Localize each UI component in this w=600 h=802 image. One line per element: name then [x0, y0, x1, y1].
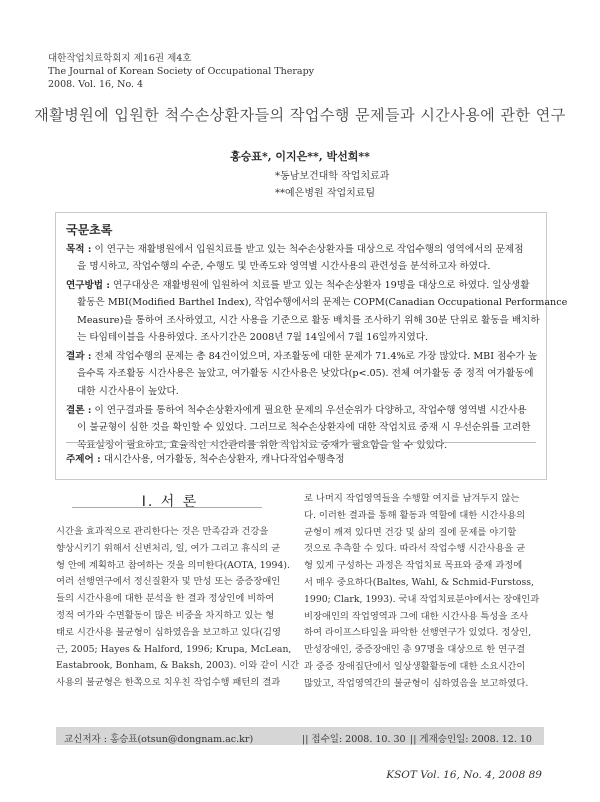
page-footer: KSOT Vol. 16, No. 4, 2008 89	[386, 769, 542, 781]
method-label: 연구방법 :	[66, 280, 110, 291]
accepted-date: || 게재승인일: 2008. 12. 10	[410, 734, 532, 745]
conclusion-text-3: 목표설정이 필요하고, 효율적인 시간관리를 위한 작업치료 중재가 필요함을 알 수 있었다.	[77, 439, 448, 451]
abstract-result	[66, 348, 538, 400]
intro-left-line: 근, 2005; Hayes & Halford, 1996; Krupa, McLean,	[56, 643, 292, 655]
intro-right-line: 많았고, 작업영역간의 불균형이 심하였음을 보고하였다.	[304, 677, 529, 689]
intro-left-line: 태로 시간사용 불균형이 심하였음을 보고하고 있다(김영	[56, 626, 281, 638]
intro-right-line: 만성장애인, 중증장애인 총 97명을 대상으로 한 연구결	[304, 644, 526, 656]
intro-right-line: 로 나머지 작업영역들을 수행할 여지를 남겨두지 않는	[304, 493, 520, 504]
intro-right-line: 다. 이러한 결과를 통해 활동과 역할에 대한 시간사용의	[304, 509, 526, 521]
section-heading-introduction: Ⅰ. 서 론	[141, 494, 199, 510]
author-list: 홍승표*, 이지은**, 박선희**	[230, 150, 370, 163]
intro-left-line: Eastabrook, Bonham, & Baksh, 2003). 이와 같이 시간	[56, 660, 300, 672]
result-text-3: 대한 시간사용이 높았다.	[77, 385, 179, 397]
intro-right-line: 비장애인의 작업영역과 그에 대한 시간사용 특성을 조사	[304, 610, 529, 622]
abstract-method	[66, 277, 568, 346]
intro-right-line: 과 중증 장애집단에서 일상생활활동에 대한 소요시간이	[304, 660, 526, 672]
intro-right-line: 하여 라이프스타일을 파악한 선행연구가 있었다. 정상인,	[304, 627, 532, 639]
purpose-label: 목적 :	[66, 244, 92, 255]
intro-left-line: 여러 선행연구에서 정신질환자 및 만성 또는 중증장애인	[56, 576, 281, 588]
result-text-2: 을수록 자조활동 시간사용은 높았고, 여가활동 시간사용은 낮았다(p<.05). 전체 여가활동 중 정적 여가활동에	[77, 368, 534, 380]
journal-volume: 2008. Vol. 16, No. 4	[48, 79, 144, 90]
abstract-conclusion	[66, 402, 538, 454]
journal-english-name: The Journal of Korean Society of Occupational Therapy	[48, 66, 315, 77]
intro-right-line: 형 있게 구성하는 과정은 작업치료 목표와 중재 과정에	[304, 560, 523, 572]
result-text-1: 전체 작업수행의 문제는 총 84건이었으며, 자조활동에 대한 문제가 71.4%로 가장 많았다. MBI 점수가 높	[91, 351, 538, 362]
keywords-text: 대시간사용, 여가활동, 척수손상환자, 캐나다작업수행측정	[100, 454, 345, 465]
abstract-box	[55, 212, 568, 480]
keywords-label: 주제어 :	[66, 454, 101, 465]
method-text-2: 활동은 MBI(Modified Barthel Index), 작업수행에서의 문제는 COPM(Canadian Occupational Performance	[77, 297, 568, 309]
intro-right-line: 것으로 추측할 수 있다. 따라서 작업수행 시간사용을 균	[304, 543, 526, 555]
intro-left-line: 향상시키기 위해서 신변처리, 일, 여가 그리고 휴식의 균	[56, 542, 281, 554]
section-heading-underline	[72, 507, 262, 508]
intro-left-line: 정적 여가와 수면활동이 많은 비중을 차지하고 있는 형	[56, 609, 275, 621]
abstract-divider	[66, 442, 536, 443]
purpose-text-2: 을 명시하고, 작업수행의 수준, 수행도 및 만족도와 영역별 시간사용의 관련성을 분석하고자 하였다.	[77, 261, 491, 273]
conclusion-text-2: 이 불균형이 심한 것을 확인할 수 있었다. 그러므로 척수손상환자에 대한 작업치료 중재 시 우선순위를 고려한	[77, 422, 531, 434]
corresponding-author: 교신저자 : 홍승표(otsun@dongnam.ac.kr)	[64, 734, 254, 745]
received-date: || 접수일: 2008. 10. 30	[302, 734, 406, 745]
method-text-3: Measure)을 통하여 조사하였고, 시간 사용을 기준으로 활동 배치를 조사하기 위해 30분 단위로 활동을 배치하	[77, 314, 540, 326]
affiliation-2: **예은병원 작업치료팀	[275, 188, 376, 199]
intro-right-line: 균형이 깨져 있다면 건강 및 삶의 질에 문제를 야기할	[304, 526, 517, 538]
intro-left-column	[56, 524, 300, 692]
paper-title: 재활병원에 입원한 척수손상환자들의 작업수행 문제들과 시간사용에 관한 연구	[34, 106, 566, 124]
journal-info	[48, 52, 314, 91]
conclusion-text-1: 이 연구결과를 통하여 척수손상환자에게 필요한 문제의 우선순위가 다양하고, 작업수행 영역별 시간사용	[91, 405, 527, 416]
abstract-heading: 국문초록	[66, 223, 113, 237]
journal-korean-name: 대한작업치료학회지 제16권 제4호	[48, 53, 192, 64]
intro-left-line: 형 안에 계획하고 참여하는 것을 의미한다(AOTA, 1994).	[56, 559, 290, 571]
purpose-text-1: 이 연구는 재활병원에서 입원치료를 받고 있는 척수손상환자를 대상으로 작업수행의 영역에서의 문제점	[91, 244, 524, 255]
conclusion-label: 결론 :	[66, 405, 92, 416]
intro-left-line: 시간을 효과적으로 관리한다는 것은 만족감과 건강을	[56, 526, 269, 537]
intro-right-line: 1990; Clark, 1993). 국내 작업치료분야에서는 장애인과	[304, 593, 540, 605]
method-text-1: 연구대상은 재활병원에 입원하여 치료를 받고 있는 척수손상환자 19명을 대상으로 하였다. 일상생활	[109, 280, 530, 291]
intro-left-line: 사용의 불균형은 한쪽으로 치우친 작업수행 패턴의 결과	[56, 677, 281, 689]
affiliation-1: *동남보건대학 작업치료과	[275, 171, 390, 182]
intro-left-line: 들의 시간사용에 대한 분석을 한 결과 정상인에 비하여	[56, 593, 275, 605]
result-label: 결과 :	[66, 351, 92, 362]
abstract-purpose	[66, 241, 538, 276]
keywords	[66, 451, 344, 465]
intro-right-column	[304, 491, 544, 693]
method-text-4: 는 타임테이블을 사용하였다. 조사기간은 2008년 7월 14일에서 7월 16일까지였다.	[77, 331, 429, 343]
intro-right-line: 서 매우 중요하다(Baltes, Wahl, & Schmid-Furstoss,	[304, 576, 534, 588]
